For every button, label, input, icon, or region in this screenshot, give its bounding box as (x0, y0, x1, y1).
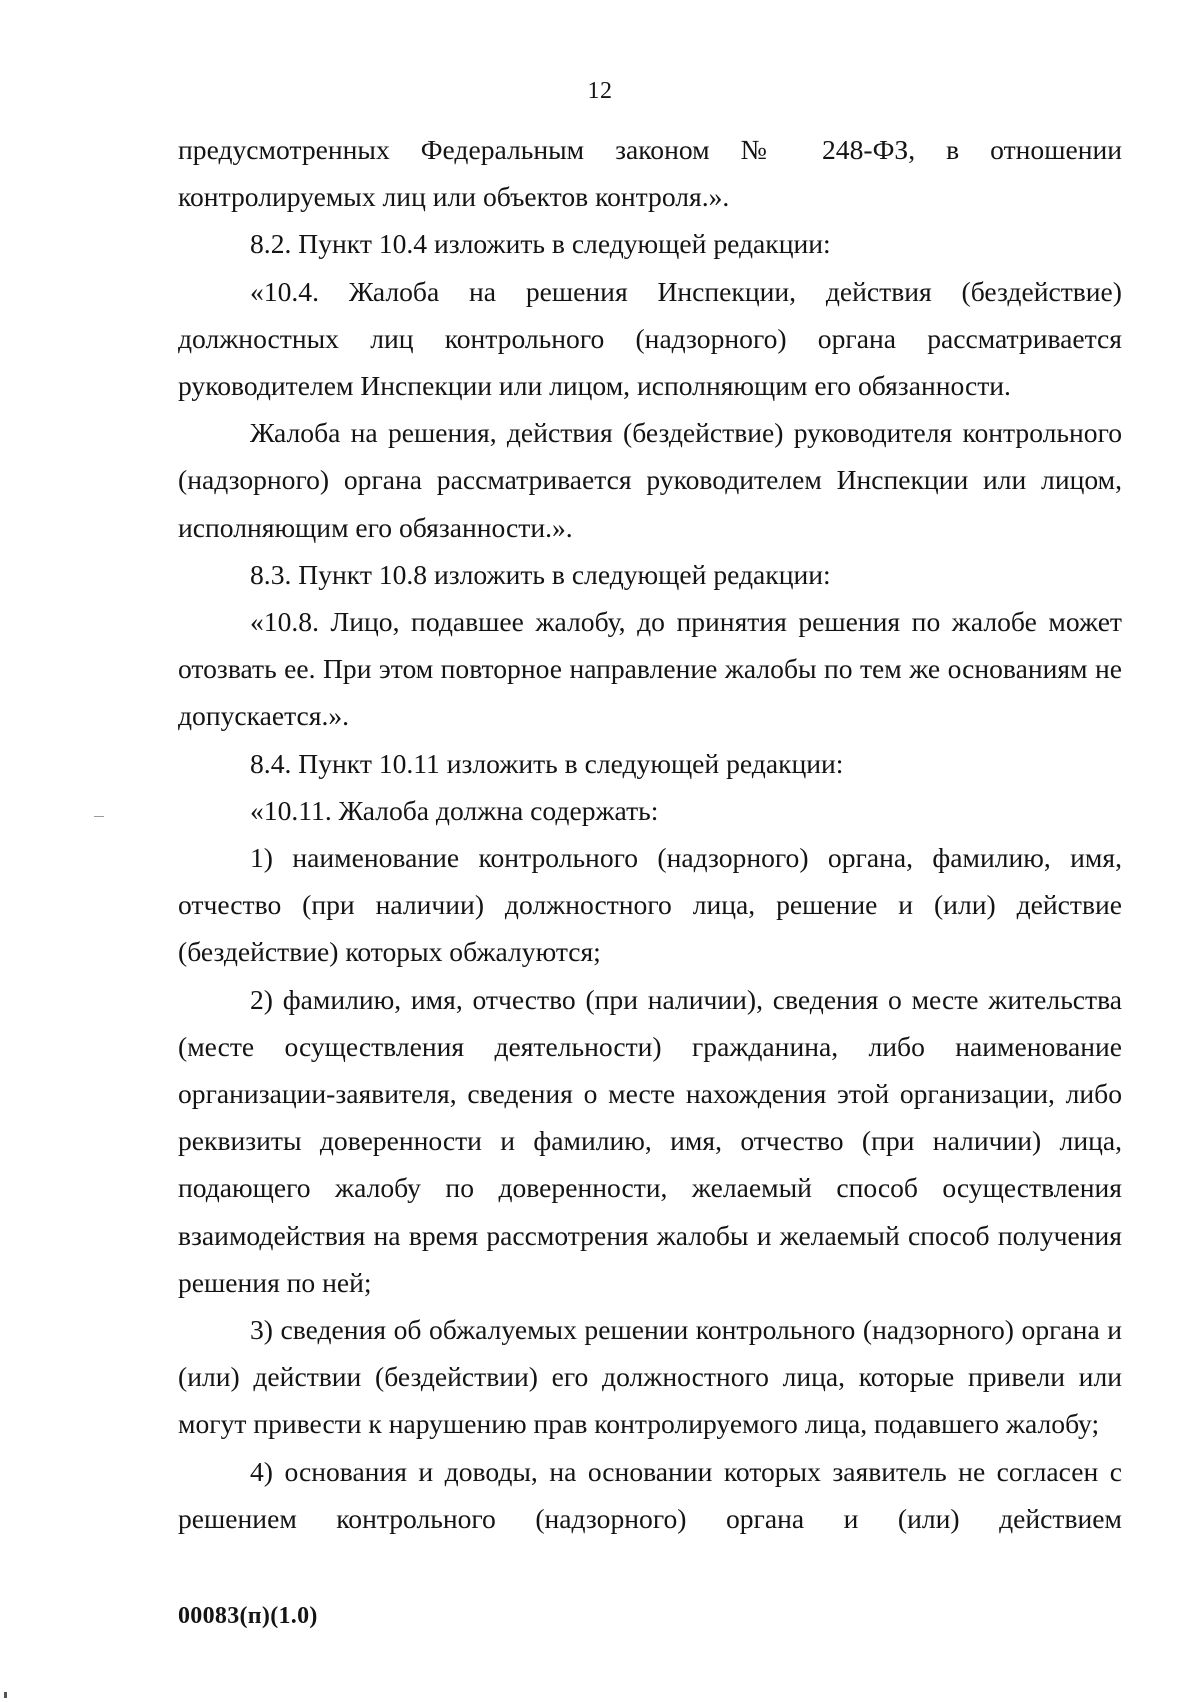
page-number: 12 (587, 78, 613, 104)
paragraph: 8.4. Пункт 10.11 изложить в следующей редакции: (250, 747, 844, 779)
paragraph: 1) наименование контрольного (надзорного) органа, фамилию, имя, отчество (при наличии) должностного лица, решение и (или) действие (бездействие) которых обжалуются; (178, 842, 1122, 968)
paragraph: 8.2. Пункт 10.4 изложить в следующей редакции: (250, 228, 831, 260)
paragraph: 2) фамилию, имя, отчество (при наличии), сведения о месте жительства (месте осуществления деятельности) гражданина, либо наименование организации-заявителя, сведения о месте нахождения этой организации, либо реквизиты доверенности и фамилию, имя, отчество (при наличии) лица, подающего жалобу по доверенности, желаемый способ осуществления взаимодействия на время рассмотрения жалобы и желаемый способ получения решения по ней; (178, 983, 1122, 1298)
paragraph: «10.11. Жалоба должна содержать: (250, 794, 659, 826)
paragraph: 3) сведения об обжалуемых решении контрольного (надзорного) органа и (или) действии (бездействии) его должностного лица, которые привели или могут привести к нарушению прав контролируемого лица, подавшего жалобу; (178, 1314, 1122, 1440)
paragraph: 8.3. Пункт 10.8 изложить в следующей редакции: (250, 558, 831, 590)
document-body (178, 126, 1122, 1542)
scan-mark (94, 816, 104, 817)
paragraph: Жалоба на решения, действия (бездействие) руководителя контрольного (надзорного) органа рассматривается руководителем Инспекции или лицом, исполняющим его обязанности.». (178, 417, 1122, 543)
paragraph: «10.4. Жалоба на решения Инспекции, действия (бездействие) должностных лиц контрольного (надзорного) органа рассматривается руководителем Инспекции или лицом, исполняющим его обязанности. (178, 275, 1122, 402)
scan-dot (4, 1692, 7, 1698)
paragraph: 4) основания и доводы, на основании которых заявитель не согласен с решением контрольного (надзорного) органа и (или) действием (178, 1455, 1122, 1534)
document-code: 00083(п)(1.0) (178, 1603, 318, 1629)
paragraph: предусмотренных Федеральным законом № 248-ФЗ, в отношении контролируемых лиц или объектов контроля.». (178, 134, 1122, 213)
paragraph: «10.8. Лицо, подавшее жалобу, до принятия решения по жалобе может отозвать ее. При этом повторное направление жалобы по тем же основаниям не допускается.». (178, 606, 1122, 732)
